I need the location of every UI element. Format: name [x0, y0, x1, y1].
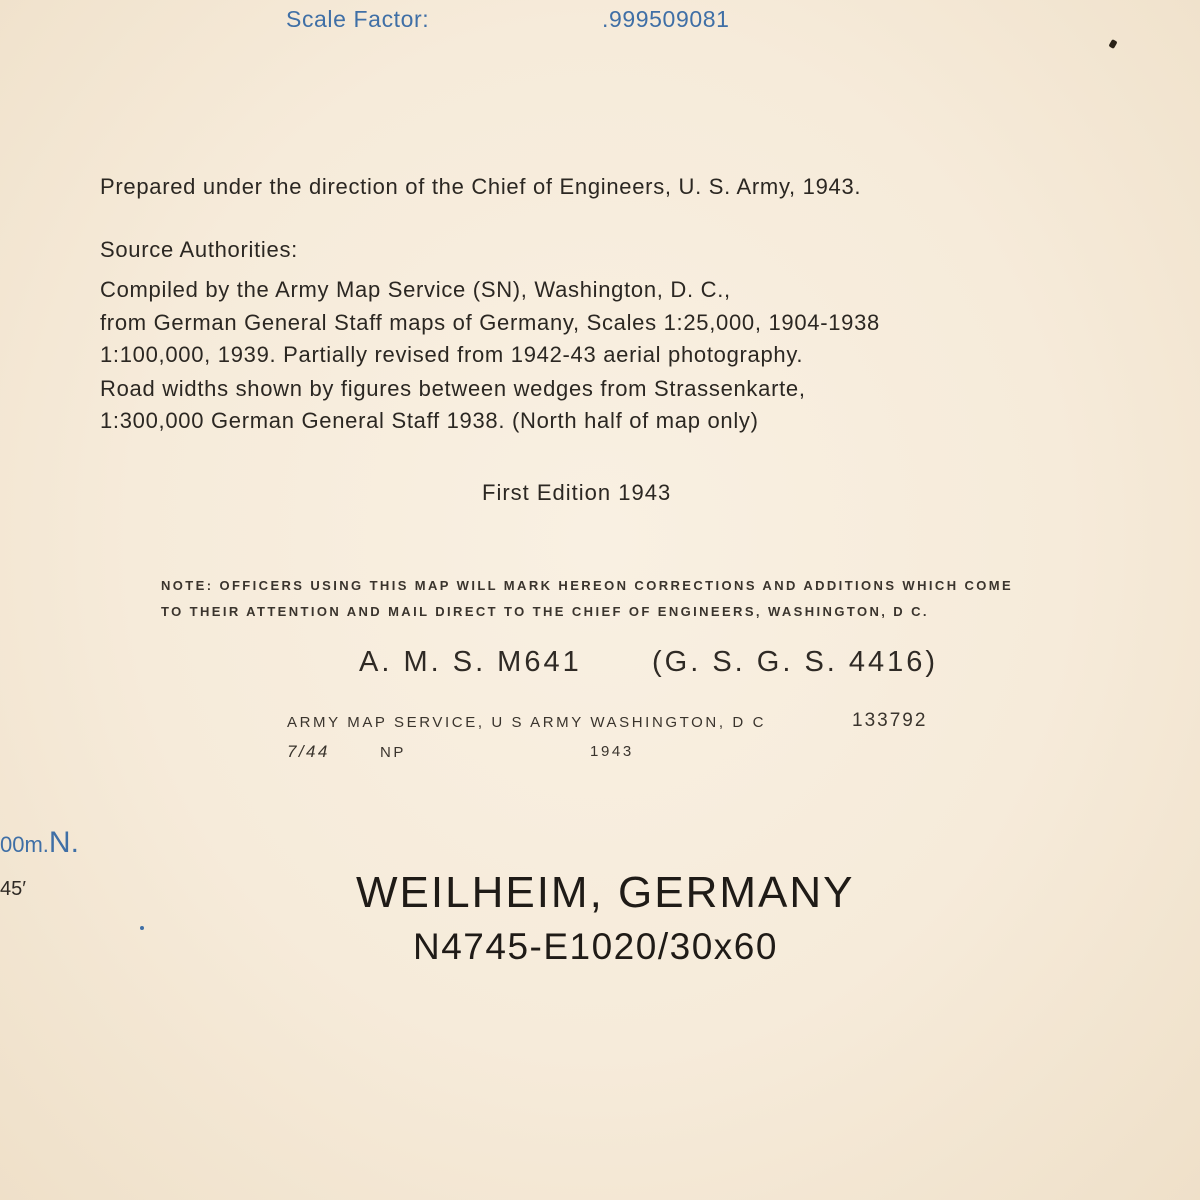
scale-factor-value: .999509081 [602, 6, 730, 32]
northing-letter: N. [48, 826, 79, 859]
source-line: 1:100,000, 1939. Partially revised from 1942-43 aerial photography. [100, 342, 804, 367]
scale-factor-label: Scale Factor: [286, 6, 430, 32]
northing-fragment: 00m. [0, 832, 49, 857]
note-line-2: TO THEIR ATTENTION AND MAIL DIRECT TO THE CHIEF OF ENGINEERS, WASHINGTON, D C. [161, 604, 929, 619]
sheet-code: N4745-E1020/30x60 [413, 926, 778, 967]
sheet-title: WEILHEIM, GERMANY [356, 868, 855, 917]
printer-credit: ARMY MAP SERVICE, U S ARMY WASHINGTON, D C [287, 714, 766, 731]
print-year: 1943 [590, 743, 634, 760]
gsgs-series-number: (G. S. G. S. 4416) [652, 646, 939, 678]
source-line: from German General Staff maps of Germany, Scales 1:25,000, 1904-1938 [100, 310, 880, 335]
ams-series-number: A. M. S. M641 [359, 646, 582, 678]
printer-number: 133792 [852, 710, 928, 731]
edition-statement: First Edition 1943 [482, 480, 672, 505]
source-line: Road widths shown by figures between wedges from Strassenkarte, [100, 376, 806, 401]
margin-northing [0, 826, 79, 860]
prepared-statement: Prepared under the direction of the Chief of Engineers, U. S. Army, 1943. [100, 174, 862, 199]
source-line: Compiled by the Army Map Service (SN), Washington, D. C., [100, 277, 731, 302]
paper-speck [1108, 39, 1117, 49]
source-line: 1:300,000 German General Staff 1938. (North half of map only) [100, 408, 759, 433]
print-date-code: 7/44 [287, 742, 330, 761]
note-line-1: NOTE: OFFICERS USING THIS MAP WILL MARK HEREON CORRECTIONS AND ADDITIONS WHICH COME [161, 578, 1014, 593]
print-np-code: NP [380, 744, 407, 761]
margin-minutes: 45′ [0, 878, 26, 900]
source-authorities-heading: Source Authorities: [100, 237, 298, 262]
blue-dot-mark [140, 926, 144, 930]
